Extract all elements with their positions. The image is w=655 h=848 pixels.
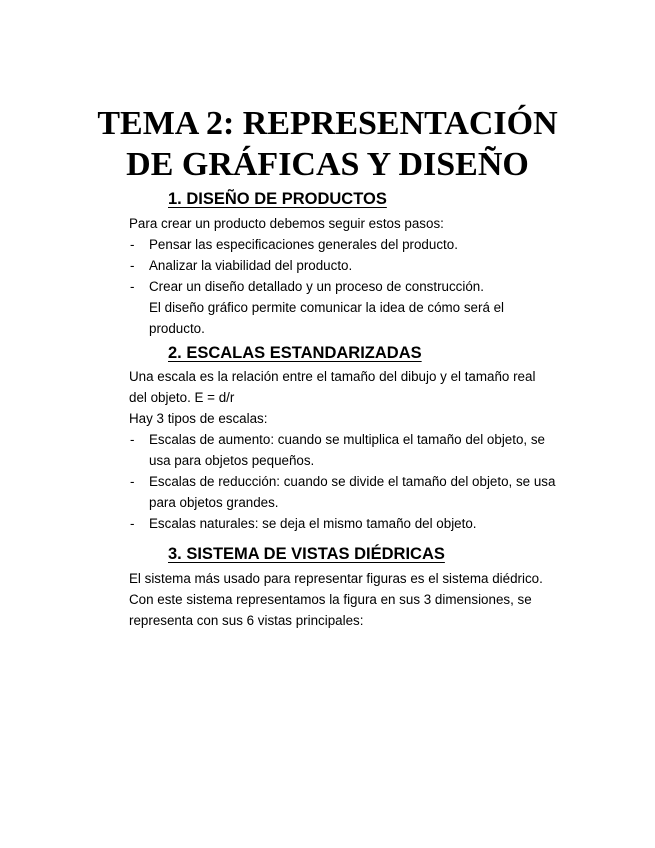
section-1-body [129,213,579,339]
section-3-heading: 3. SISTEMA DE VISTAS DIÉDRICAS [168,545,445,563]
section-2-bullet-2-line-2: para objetos grandes. [149,495,279,510]
section-2-bullet-2-line-1: - Escalas de reducción: cuando se divide el tamaño del objeto, se usa [129,471,579,492]
section-2-bullet-1-line-1: - Escalas de aumento: cuando se multiplica el tamaño del objeto, se [129,429,579,450]
section-1-continuation-line-1: El diseño gráfico permite comunicar la idea de cómo será el [149,300,505,315]
section-3-para-line-1: El sistema más usado para representar figuras es el sistema diédrico. [129,571,543,586]
document-title-line-2: DE GRÁFICAS Y DISEÑO [126,146,529,183]
section-2-heading: 2. ESCALAS ESTANDARIZADAS [168,344,422,362]
section-3-body [129,568,579,631]
section-2-para-line-3: Hay 3 tipos de escalas: [129,411,268,426]
section-1-heading: 1. DISEÑO DE PRODUCTOS [168,190,387,208]
section-1-bullet-3: - Crear un diseño detallado y un proceso de construcción. [129,276,579,297]
document-title-line-1: TEMA 2: REPRESENTACIÓN [97,105,558,142]
section-2-bullet-3-line-1: - Escalas naturales: se deja el mismo tamaño del objeto. [129,513,579,534]
section-1-bullet-2: - Analizar la viabilidad del producto. [129,255,579,276]
section-2-body [129,366,579,534]
section-2-para-line-1: Una escala es la relación entre el tamaño del dibujo y el tamaño real [129,369,536,384]
section-3-para-line-2: Con este sistema representamos la figura en sus 3 dimensiones, se [129,592,532,607]
section-2-bullet-1-line-2: usa para objetos pequeños. [149,453,315,468]
section-3-para-line-3: representa con sus 6 vistas principales: [129,613,364,628]
section-1-intro: Para crear un producto debemos seguir estos pasos: [129,216,444,231]
section-2-para-line-2: del objeto. E = d/r [129,390,235,405]
section-1-continuation-line-2: producto. [149,321,205,336]
section-1-bullet-1: - Pensar las especificaciones generales del producto. [129,234,579,255]
